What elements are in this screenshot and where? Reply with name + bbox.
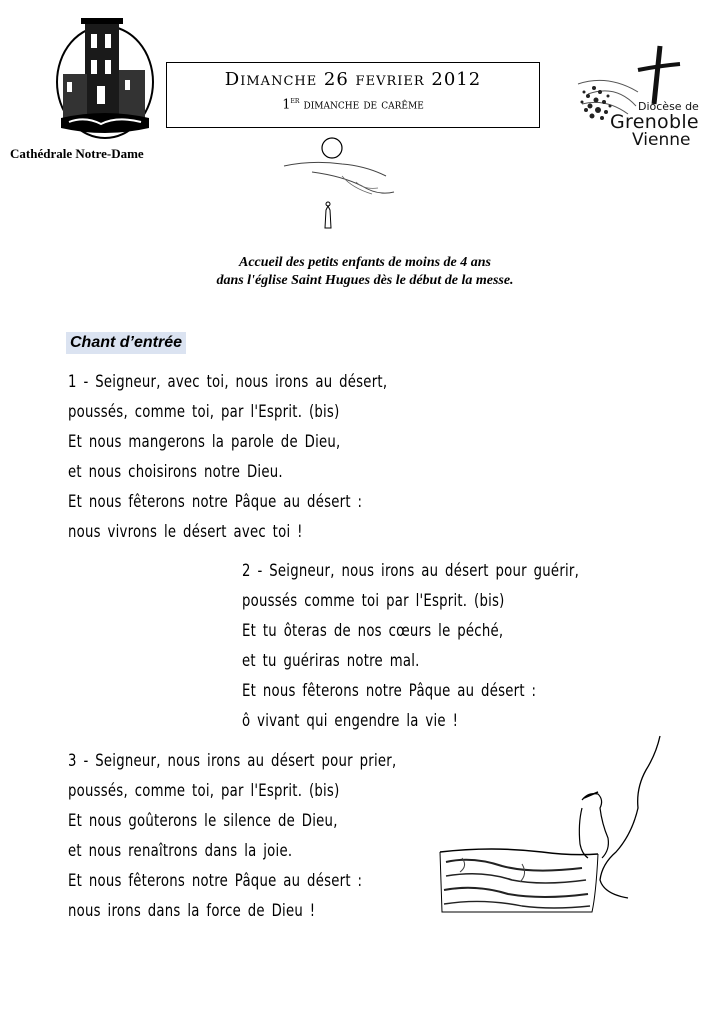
verse-line: Et nous fêterons notre Pâque au désert : <box>68 871 363 891</box>
page-title: Dimanche 26 fevrier 2012 <box>224 69 482 90</box>
notice-line2: dans l'église Saint Hugues dès le début de la messe. <box>216 273 514 288</box>
welcome-notice <box>120 254 610 290</box>
verse-line: nous vivrons le désert avec toi ! <box>68 522 303 542</box>
verse-line: Et nous fêterons notre Pâque au désert : <box>242 681 537 701</box>
verse-line: nous irons dans la force de Dieu ! <box>68 901 316 921</box>
verse-line: 1 - Seigneur, avec toi, nous irons au désert, <box>68 372 388 392</box>
verse-line: et tu guériras notre mal. <box>242 651 420 671</box>
verse-line: poussés, comme toi, par l'Esprit. (bis) <box>68 402 340 422</box>
verse-3 <box>68 746 396 926</box>
verse-line: Et nous fêterons notre Pâque au désert : <box>68 492 363 512</box>
verse-line: 2 - Seigneur, nous irons au désert pour guérir, <box>242 561 580 581</box>
notice-line1: Accueil des petits enfants de moins de 4 ans <box>239 255 491 270</box>
verse-line: poussés, comme toi, par l'Esprit. (bis) <box>68 781 340 801</box>
subtitle-text: dimanche de carême <box>299 97 424 113</box>
verse-1 <box>68 367 387 547</box>
diocese-line3: Vienne <box>632 130 691 150</box>
desert-cliff-sketch <box>432 734 682 914</box>
desert-walker-sketch <box>282 136 402 236</box>
verse-2 <box>242 556 579 736</box>
diocese-line2: Grenoble <box>610 111 699 133</box>
verse-line: Et tu ôteras de nos cœurs le péché, <box>242 621 504 641</box>
verse-line: Et nous mangerons la parole de Dieu, <box>68 432 341 452</box>
verse-line: et nous renaîtrons dans la joie. <box>68 841 293 861</box>
diocese-line1: Diocèse de <box>638 100 699 113</box>
verse-line: ô vivant qui engendre la vie ! <box>242 711 459 731</box>
subtitle-ordinal: er <box>290 96 300 105</box>
cathedral-caption: Cathédrale Notre-Dame <box>10 146 144 161</box>
cathedral-tower-icon <box>55 12 155 140</box>
subtitle-number: 1 <box>282 97 291 113</box>
title-box <box>166 62 540 128</box>
page-subtitle <box>167 96 539 112</box>
section-heading: Chant d’entrée <box>66 332 186 354</box>
verse-line: Et nous goûterons le silence de Dieu, <box>68 811 338 831</box>
verse-line: et nous choisirons notre Dieu. <box>68 462 283 482</box>
verse-line: poussés comme toi par l'Esprit. (bis) <box>242 591 505 611</box>
verse-line: 3 - Seigneur, nous irons au désert pour prier, <box>68 751 397 771</box>
